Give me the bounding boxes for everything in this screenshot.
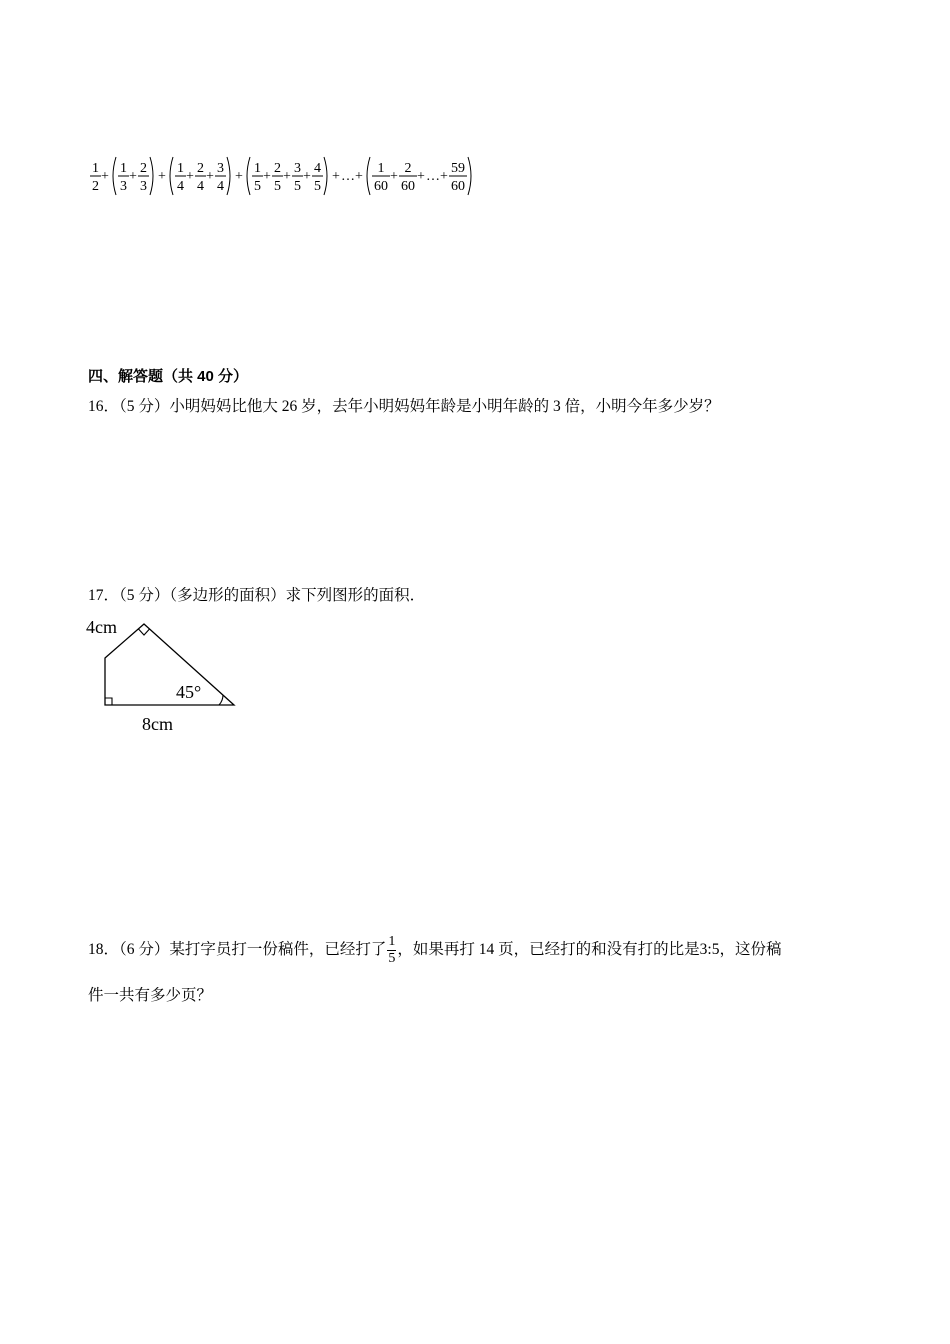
label-top: 4cm [86, 617, 117, 637]
fraction-numerator: 59 [451, 161, 465, 176]
plus-sign: + [283, 169, 291, 184]
plus-sign: + [129, 169, 137, 184]
plus-sign: + [440, 169, 448, 184]
q18-text-end: ，这份稿 [719, 941, 782, 958]
polygon-figure [84, 614, 254, 739]
plus-sign: + [417, 169, 425, 184]
fraction-numerator: 1 [177, 161, 184, 176]
fraction-denominator: 2 [92, 179, 99, 194]
fraction-denominator: 60 [374, 179, 388, 194]
open-paren [170, 157, 173, 195]
fraction-denominator: 5 [254, 179, 261, 194]
fraction-denominator: 3 [120, 179, 127, 194]
fraction-numerator: 3 [217, 161, 224, 176]
open-paren [247, 157, 250, 195]
angle-arc [219, 695, 223, 705]
fraction-denominator: 4 [217, 179, 224, 194]
fraction-denominator: 5 [294, 179, 301, 194]
q18-ratio: 3:5 [699, 941, 720, 958]
question-16: 16．（5 分）小明妈妈比他大 26 岁，去年小明妈妈年龄是小明年龄的 3 倍，小明今年多少岁？ [88, 398, 720, 415]
close-paren [227, 157, 230, 195]
fraction-denominator: 3 [140, 179, 147, 194]
fraction-numerator: 2 [404, 161, 412, 176]
open-paren [113, 157, 116, 195]
fraction-denominator: 4 [177, 179, 184, 194]
ellipsis: … [426, 169, 440, 184]
fraction-numerator: 4 [314, 161, 321, 176]
fraction-numerator: 1 [377, 161, 385, 176]
plus-sign: + [390, 169, 398, 184]
fraction-numerator: 1 [92, 161, 99, 176]
q18-text-before: 18．（6 分）某打字员打一份稿件，已经打了 [88, 941, 387, 958]
plus-sign: + [332, 169, 340, 184]
fraction-denominator: 4 [197, 179, 204, 194]
fraction-numerator: 2 [274, 161, 281, 176]
fraction-numerator: 2 [140, 161, 147, 176]
fraction-denominator: 60 [451, 179, 465, 194]
section-title: 四、解答题（共 40 分） [88, 368, 249, 385]
fraction-numerator: 1 [254, 161, 261, 176]
open-paren [367, 157, 370, 195]
close-paren [150, 157, 153, 195]
right-angle-marker-bottom [105, 698, 112, 705]
close-paren [324, 157, 327, 195]
ellipsis: … [341, 169, 355, 184]
plus-sign: + [355, 169, 363, 184]
fraction-numerator: 1 [120, 161, 127, 176]
fraction-numerator: 3 [294, 161, 301, 176]
plus-sign: + [186, 169, 194, 184]
label-angle: 45° [176, 682, 202, 702]
plus-sign: + [206, 169, 214, 184]
plus-sign: + [235, 169, 243, 184]
plus-sign: + [263, 169, 271, 184]
fraction-numerator: 2 [197, 161, 204, 176]
math-expression [88, 153, 568, 203]
close-paren [468, 157, 471, 195]
plus-sign: + [101, 169, 109, 184]
question-18 [88, 930, 781, 970]
q18-text-after: ，如果再打 14 页，已经打的和没有打的比是 [397, 941, 700, 958]
fraction-denominator: 60 [401, 179, 415, 194]
plus-sign: + [303, 169, 311, 184]
question-18-line2: 件一共有多少页？ [88, 987, 213, 1004]
fraction-denominator: 5 [274, 179, 281, 194]
plus-sign: + [158, 169, 166, 184]
question-17: 17．（5 分）（多边形的面积）求下列图形的面积． [88, 587, 426, 604]
fraction-one-fifth: $\frac{1}{5}$ [388, 933, 396, 966]
fraction-denominator: 5 [314, 179, 321, 194]
pentagon-shape [105, 624, 234, 705]
right-angle-marker-top [139, 629, 150, 635]
label-bottom: 8cm [142, 714, 173, 734]
